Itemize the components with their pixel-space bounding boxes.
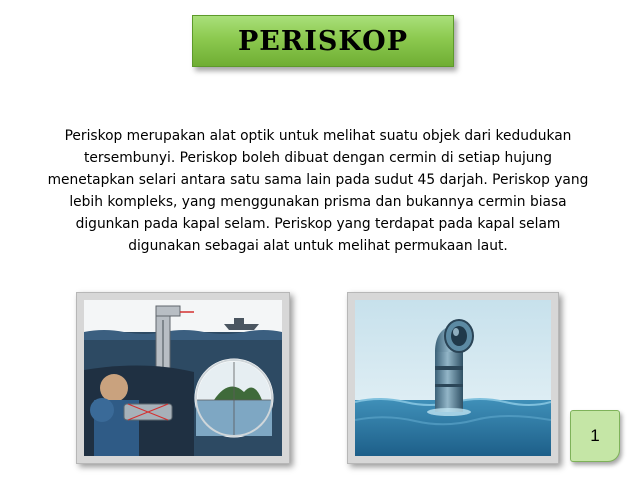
title-banner (192, 15, 454, 67)
page-number: 1 (590, 426, 600, 445)
periscope-photo-image (347, 292, 559, 464)
page-number-tab (570, 410, 620, 462)
body-paragraph: Periskop merupakan alat optik untuk melihat suatu objek dari kedudukan tersembunyi. Periskop boleh dibuat dengan cermin di setiap hujung menetapkan selari antara satu sama lain pada sudut 45 darjah. Periskop yang lebih kompleks, yang menggunakan prisma dan bukannya cermin biasa digunkan pada kapal selam. Periskop yang terdapat pada kapal selam digunakan sebagai alat untuk melihat permukaan laut. (47, 128, 589, 254)
periscope-diagram-image (76, 292, 290, 464)
slide-title: PERISKOP (237, 25, 408, 57)
